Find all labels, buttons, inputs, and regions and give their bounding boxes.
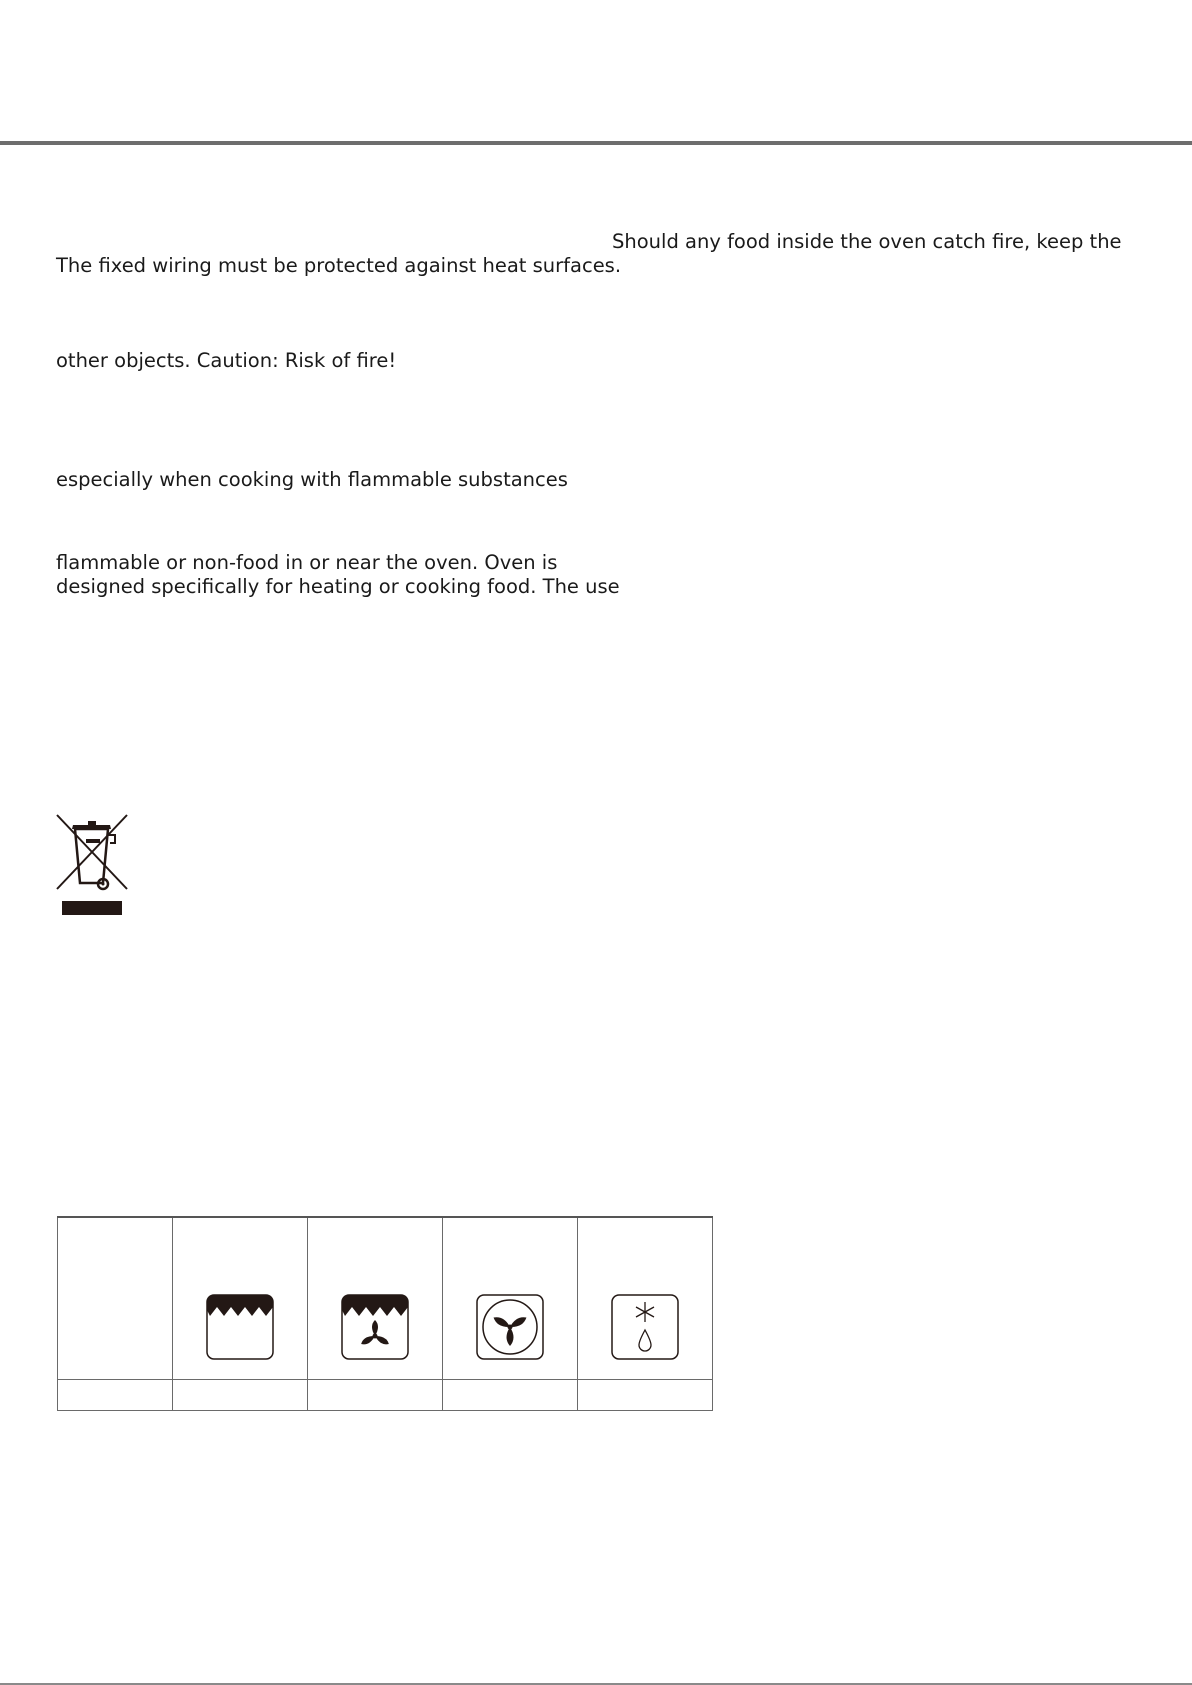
top-heat-fan-icon [340,1292,410,1362]
table-cell [58,1380,173,1411]
table-cell [578,1217,713,1380]
left-text-line-3: especially when cooking with flammable substances [56,468,568,491]
table-cell [443,1380,578,1411]
table-row [58,1217,713,1380]
left-text-line-4: flammable or non-food in or near the oven. Oven is [56,551,558,574]
header-divider [0,141,1192,145]
table-cell [308,1217,443,1380]
table-cell [58,1217,173,1380]
table-cell [173,1380,308,1411]
table-cell [578,1380,713,1411]
crossed-out-wheelie-bin-icon [55,813,131,917]
left-text-line-1: The fixed wiring must be protected against heat surfaces. [56,254,622,277]
oven-function-table [57,1216,713,1411]
table-cell [308,1380,443,1411]
right-text-line-1: Should any food inside the oven catch fire, keep the [612,230,1122,253]
table-row [58,1380,713,1411]
left-text-line-5: designed specifically for heating or cooking food. The use [56,575,620,598]
table-cell [443,1217,578,1380]
defrost-icon [610,1292,680,1362]
fan-icon [475,1292,545,1362]
top-bottom-heat-icon [205,1292,275,1362]
left-text-line-2: other objects. Caution: Risk of fire! [56,349,397,372]
table-cell [173,1217,308,1380]
